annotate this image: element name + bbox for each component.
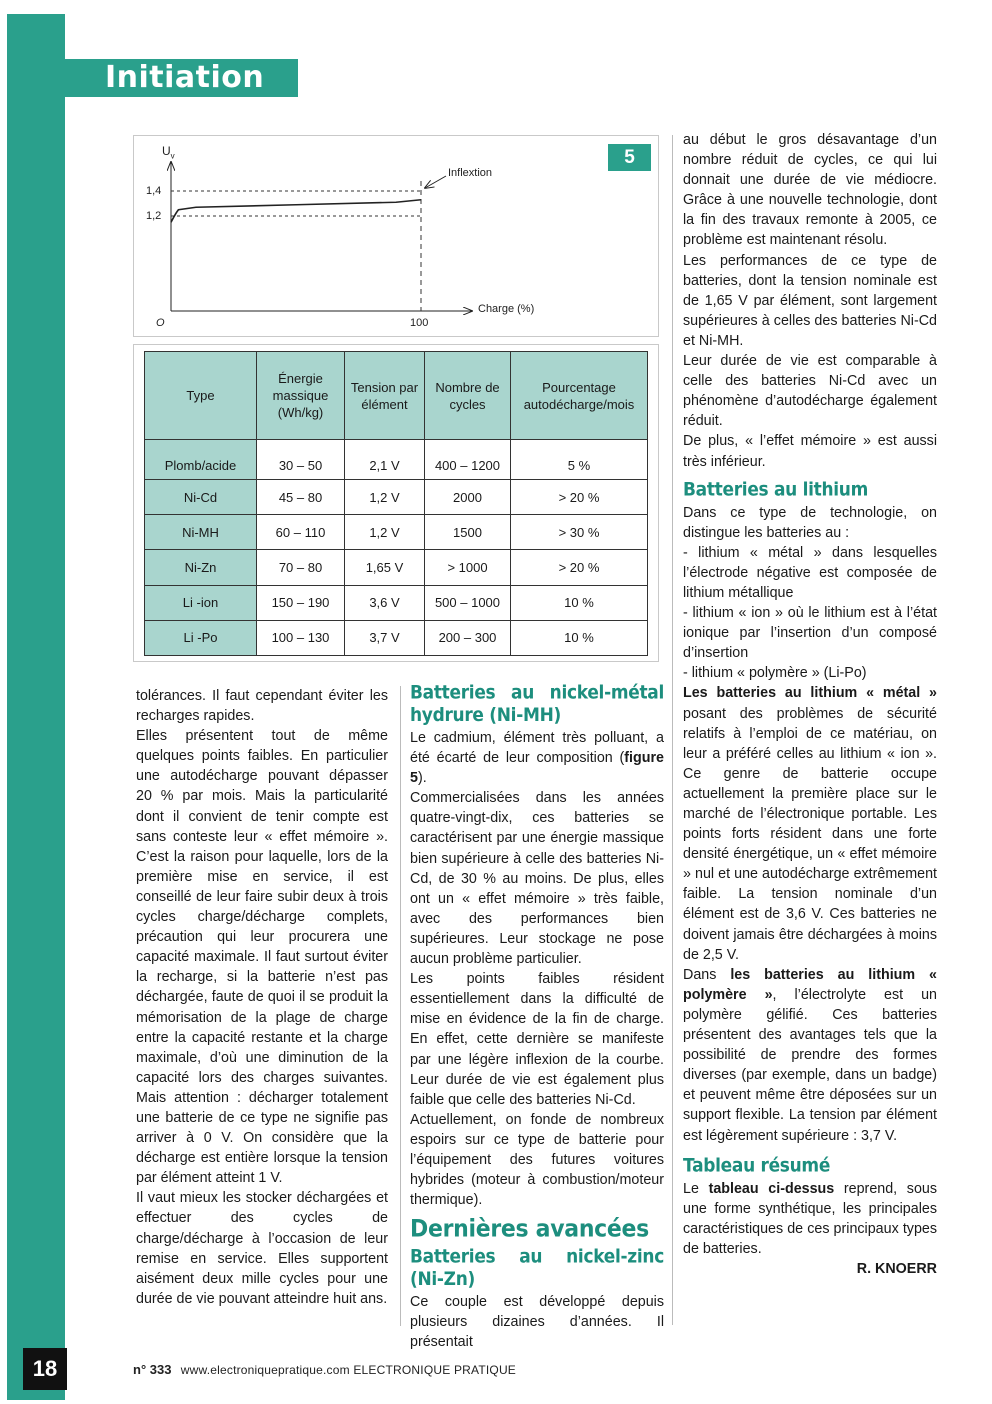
cell-cycles: 500 – 1000 bbox=[425, 585, 511, 620]
header-voltage: Tension par élément bbox=[345, 352, 425, 440]
cell-voltage: 1,65 V bbox=[345, 550, 425, 585]
header-energy: Énergie massique (Wh/kg) bbox=[257, 352, 345, 440]
paragraph: Les batteries au lithium « métal » posant des problèmes de sécurité relatifs à l’emploi de ce matériau, on leur a préféré celles au lithium « ion ». Ce genre de batterie occupe actuellement la première place sur le marché de l’électronique portable. Les points forts résident dans une forte densité énergétique, un « effet mémoire » nul et une autodécharge extrêmement faible. La tension nominale d’un élément est de 3,6 V. Ces batteries ne doivent jamais être déchargées à moins de 2,5 V. bbox=[683, 685, 937, 963]
row-type: Li -Po bbox=[145, 620, 257, 655]
page-footer bbox=[133, 1362, 516, 1377]
list-item: - lithium « métal » dans lesquelles l’électrode négative est composée de lithium métallique bbox=[683, 544, 937, 601]
magazine-site: www.electroniquepratique.com ELECTRONIQUE PRATIQUE bbox=[180, 1363, 517, 1377]
cell-energy: 45 – 80 bbox=[257, 480, 345, 515]
right-text-column bbox=[683, 130, 937, 1279]
cell-cycles: 400 – 1200 bbox=[425, 440, 511, 480]
cell-energy: 150 – 190 bbox=[257, 585, 345, 620]
paragraph: Dans les batteries au lithium « polymère », l’électrolyte est un polymère gélifié. Ces batteries présentent des avantages tels que la possibilité de prendre des formes diverses (par exemple, dans un badge) et peuvent même être déposées sur un support flexible. La tension par élément est légèrement supérieure : 3,7 V. bbox=[683, 966, 937, 1144]
cell-cycles: 2000 bbox=[425, 480, 511, 515]
paragraph: Il vaut mieux les stocker déchargées et effectuer des cycles de charge/décharge à l’occasion de leur remise en service. Elles supportent aisément deux mille cycles pour une durée de vie pouvant atteindre huit ans. bbox=[136, 1190, 388, 1307]
cell-cycles: 1500 bbox=[425, 515, 511, 550]
battery-table-frame bbox=[133, 344, 659, 662]
paragraph: Dans ce type de technologie, on distingue les batteries au : bbox=[683, 504, 937, 541]
cell-voltage: 2,1 V bbox=[345, 440, 425, 480]
header-type: Type bbox=[145, 352, 257, 440]
heading-recent-advances: Dernières avancées bbox=[410, 1216, 649, 1244]
cell-self-discharge: 10 % bbox=[511, 620, 648, 655]
cell-energy: 30 – 50 bbox=[257, 440, 345, 480]
row-type: Ni-MH bbox=[145, 515, 257, 550]
row-type: Ni-Cd bbox=[145, 480, 257, 515]
origin-label: O bbox=[156, 317, 165, 329]
cell-voltage: 1,2 V bbox=[345, 515, 425, 550]
paragraph: Elles présentent tout de même quelques points faibles. En particulier une autodécharge pouvant dépasser 20 % par mois. Mais la particularité dont il convient de tenir compte est sans conteste leur « effet mémoire ». C’est la raison pour laquelle, lors de la première mise en service, il est conseillé de leur faire subir deux à trois cycles charge/décharge complets, précaution qui leur procurera une capacité maximale. Il faut surtout éviter la recharge, si la batterie n’est pas déchargée, faute de quoi il se produit la mémorisation de la plage de charge entre la capacité restante et la charge maximale, d’où une diminution de la capacité lors des charges suivantes. Mais attention : décharger totalement une batterie de ce type ne signifie pas arriver à 0 V. On considère que la décharge est entière lorsque la tension par élément atteint 1 V. bbox=[136, 728, 388, 1187]
list-item: - lithium « ion » où le lithium est à l’état ionique par l’insertion d’un composé d’insertion bbox=[683, 605, 937, 662]
column-rule bbox=[672, 135, 673, 1325]
side-accent-bar bbox=[7, 14, 65, 1400]
paragraph: Les performances de ce type de batteries, dont la tension nominale est de 1,65 V par élément, sont largement supérieures à celles des batteries Ni-Cd et Ni-MH. bbox=[683, 252, 937, 349]
paragraph: Commercialisées dans les années quatre-vingt-dix, ces batteries se caractérisent par une énergie massique bien supérieure à celle des batteries Ni-Cd, de 30 % au moins. De plus, elles ont un « effet mémoire » très faible, avec des performances bien supérieures. Leur stockage ne pose aucun problème particulier. bbox=[410, 790, 664, 968]
cell-energy: 70 – 80 bbox=[257, 550, 345, 585]
cell-energy: 100 – 130 bbox=[257, 620, 345, 655]
list-item: - lithium « polymère » (Li-Po) bbox=[683, 665, 867, 682]
figure-number-badge: 5 bbox=[608, 144, 651, 171]
inflexion-label: Inflextion bbox=[448, 167, 493, 179]
table-row bbox=[145, 480, 648, 515]
cell-voltage: 3,6 V bbox=[345, 585, 425, 620]
cell-self-discharge: > 20 % bbox=[511, 550, 648, 585]
cell-self-discharge: 10 % bbox=[511, 585, 648, 620]
table-row bbox=[145, 440, 648, 480]
cell-voltage: 1,2 V bbox=[345, 480, 425, 515]
y-axis-label: $U_v$ bbox=[162, 144, 175, 161]
header-self-discharge: Pourcentage autodécharge/mois bbox=[511, 352, 648, 440]
paragraph: Ce couple est développé depuis plusieurs dizaines d’années. Il présentait bbox=[410, 1294, 664, 1351]
cell-self-discharge: > 20 % bbox=[511, 480, 648, 515]
cell-self-discharge: 5 % bbox=[511, 440, 648, 480]
column-rule bbox=[400, 686, 401, 1326]
table-row bbox=[145, 515, 648, 550]
charge-curve-svg bbox=[134, 136, 660, 338]
heading-nimh: Batteries au nickel-métal hydrure (Ni-MH) bbox=[410, 682, 664, 727]
author-signature: R. KNOERR bbox=[856, 1260, 937, 1277]
table-header-row bbox=[145, 352, 648, 440]
x-axis-label: Charge (%) bbox=[478, 303, 535, 315]
cell-voltage: 3,7 V bbox=[345, 620, 425, 655]
page-title: Initiation bbox=[105, 60, 265, 95]
header-cycles: Nombre de cycles bbox=[425, 352, 511, 440]
table-row bbox=[145, 620, 648, 655]
row-type: Plomb/acide bbox=[145, 440, 257, 480]
paragraph: tolérances. Il faut cependant éviter les recharges rapides. bbox=[136, 688, 388, 725]
left-text-column bbox=[136, 686, 388, 1309]
row-type: Ni-Zn bbox=[145, 550, 257, 585]
table-row bbox=[145, 585, 648, 620]
paragraph: Le tableau ci-dessus reprend, sous une forme synthétique, les principales caractéristiques de ces principaux types de batteries. bbox=[683, 1180, 937, 1257]
paragraph: au début le gros désavantage d’un nombre réduit de cycles, ce qui lui donnait une durée de vie médiocre. Grâce à une nouvelle technologie, dont la fin des travaux remonte à 2005, ce problème est maintenant résolu. bbox=[683, 132, 937, 249]
figure-5-chart bbox=[133, 135, 659, 337]
paragraph: Le cadmium, élément très polluant, a été écarté de leur composition (figure 5). bbox=[410, 730, 664, 787]
cell-cycles: > 1000 bbox=[425, 550, 511, 585]
y-tick-1-2: 1,2 bbox=[146, 210, 162, 222]
page-number: 18 bbox=[23, 1348, 67, 1390]
paragraph: Les points faibles résident essentiellement dans la difficulté de mise en évidence de la fin de charge. En effet, cette dernière se manifeste par une légère inflexion de la courbe. Leur durée de vie est également plus faible que celle des batteries Ni-Cd. bbox=[410, 971, 664, 1108]
middle-text-column bbox=[410, 682, 664, 1353]
heading-nizn: Batteries au nickel-zinc (Ni-Zn) bbox=[410, 1246, 664, 1291]
row-type: Li -ion bbox=[145, 585, 257, 620]
paragraph: Actuellement, on fonde de nombreux espoirs sur ce type de batterie pour l’équipement des futures voitures hybrides (moteur à combustion/moteur thermique). bbox=[410, 1111, 664, 1209]
cell-self-discharge: > 30 % bbox=[511, 515, 648, 550]
y-tick-1-4: 1,4 bbox=[146, 185, 162, 197]
x-tick-100: 100 bbox=[410, 317, 429, 329]
column-rule bbox=[126, 686, 127, 1326]
figure-reference: figure 5 bbox=[410, 750, 664, 787]
cell-cycles: 200 – 300 bbox=[425, 620, 511, 655]
battery-comparison-table bbox=[144, 351, 648, 656]
heading-lithium: Batteries au lithium bbox=[683, 478, 869, 501]
cell-energy: 60 – 110 bbox=[257, 515, 345, 550]
issue-number: n° 333 bbox=[133, 1362, 172, 1377]
table-row bbox=[145, 550, 648, 585]
inflexion-arrow bbox=[425, 176, 446, 188]
heading-summary-table: Tableau résumé bbox=[683, 1154, 831, 1177]
charge-curve bbox=[171, 200, 421, 223]
paragraph: De plus, « l’effet mémoire » est aussi très inférieur. bbox=[683, 433, 937, 470]
paragraph: Leur durée de vie est comparable à celle des batteries Ni-Cd avec un phénomène d’autodécharge également réduit. bbox=[683, 353, 937, 430]
